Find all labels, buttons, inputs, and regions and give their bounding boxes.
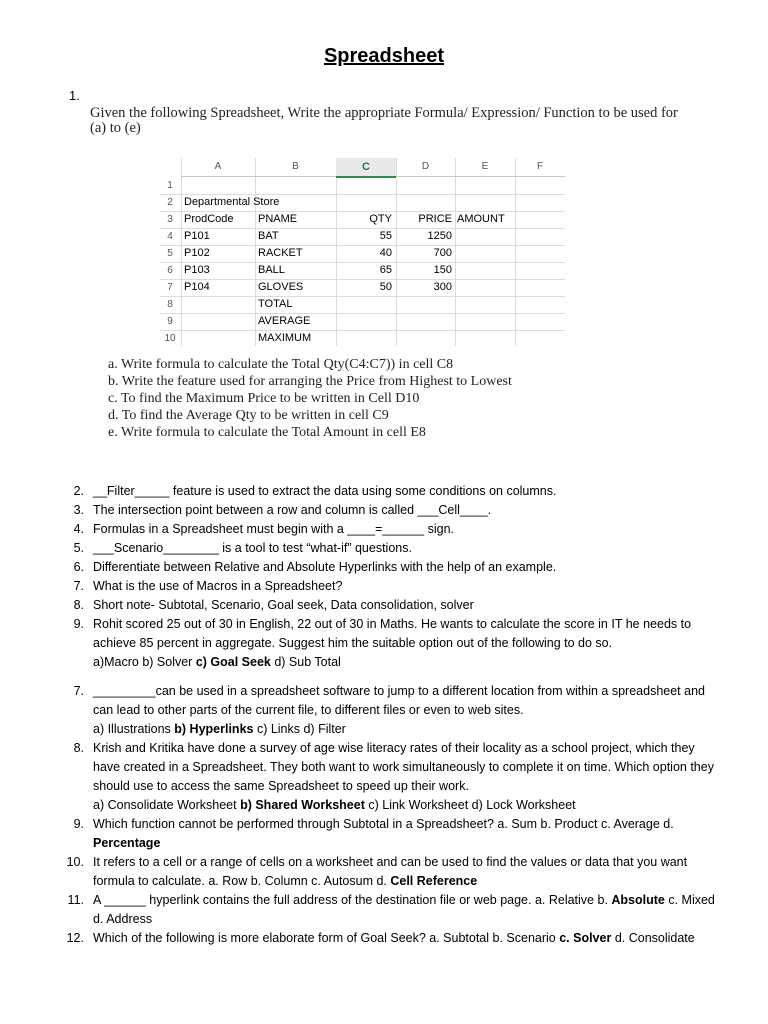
column-header-c: C xyxy=(336,158,396,178)
question-1-subquestions xyxy=(108,356,668,441)
row-number: 1 xyxy=(167,180,173,191)
cell-a: ProdCode xyxy=(184,213,234,225)
cell-c: 65 xyxy=(379,264,392,276)
list-item: 8. Krish and Kritika have done a survey of age wise literacy rates of their locality as a school project, which they have created in a Spreadsheet. They both want to work simultaneously to complete it on time. Which option they should use to access the same Spreadsheet to speed up their work. xyxy=(73,741,714,793)
subquestion-a: a. Write formula to calculate the Total Qty(C4:C7)) in cell C8 xyxy=(108,357,454,372)
cell-c: QTY xyxy=(369,213,392,225)
spreadsheet-row xyxy=(160,279,565,297)
list-item: 11. A ______ hyperlink contains the full address of the destination file or web page. a. Relative b. Absolute c. Mixed d. Address xyxy=(67,893,715,926)
row-number: 4 xyxy=(167,231,173,242)
list-item: 3. The intersection point between a row and column is called ___Cell____. xyxy=(73,503,492,517)
cell-b: PNAME xyxy=(258,213,298,225)
row-number: 9 xyxy=(167,316,173,327)
cell-b: GLOVES xyxy=(258,281,304,293)
cell-d: 300 xyxy=(433,281,452,293)
spreadsheet-row xyxy=(160,262,565,280)
spreadsheet-row xyxy=(160,245,565,263)
cell-c: 40 xyxy=(379,247,392,259)
row-number: 10 xyxy=(164,333,176,344)
cell-b: TOTAL xyxy=(258,298,293,310)
cell-a: P102 xyxy=(184,247,210,259)
list-item: 7. What is the use of Macros in a Spreadsheet? xyxy=(73,579,343,593)
cell-b: RACKET xyxy=(258,247,303,259)
cell-d: 150 xyxy=(433,264,452,276)
row-number: 7 xyxy=(167,282,173,293)
row-number: 6 xyxy=(167,265,173,276)
cell-b: BAT xyxy=(258,230,279,242)
cell-e: AMOUNT xyxy=(457,213,505,225)
cell-c: 55 xyxy=(379,230,392,242)
cell-a: P101 xyxy=(184,230,210,242)
question-list-2 xyxy=(60,682,720,948)
list-item-options: a) Illustrations b) Hyperlinks c) Links d) Filter xyxy=(93,722,346,736)
subquestion-c: c. To find the Maximum Price to be written in Cell D10 xyxy=(108,391,420,406)
row-number: 3 xyxy=(167,214,173,225)
cell-d: 700 xyxy=(433,247,452,259)
column-header-e: E xyxy=(455,158,515,177)
list-item: 8. Short note- Subtotal, Scenario, Goal seek, Data consolidation, solver xyxy=(73,598,474,612)
spreadsheet-row xyxy=(160,296,565,314)
cell-b: BALL xyxy=(258,264,285,276)
list-item: 5. ___Scenario________ is a tool to test “what-if” questions. xyxy=(73,541,412,555)
cell-a: P103 xyxy=(184,264,210,276)
subquestion-b: b. Write the feature used for arranging the Price from Highest to Lowest xyxy=(108,374,512,389)
column-header-b: B xyxy=(255,158,336,177)
spreadsheet-row xyxy=(160,177,565,195)
column-header-d: D xyxy=(396,158,455,177)
page-title: Spreadsheet xyxy=(323,45,445,67)
spreadsheet-row xyxy=(160,194,565,212)
list-item: 9. Which function cannot be performed through Subtotal in a Spreadsheet? a. Sum b. Product c. Average d. Percentage xyxy=(73,817,674,850)
cell-d: PRICE xyxy=(418,213,452,225)
cell-d: 1250 xyxy=(427,230,452,242)
list-item: 2. __Filter_____ feature is used to extract the data using some conditions on columns. xyxy=(73,484,557,498)
spreadsheet-row xyxy=(160,228,565,246)
spreadsheet-row xyxy=(160,330,565,346)
row-number: 5 xyxy=(167,248,173,259)
list-item: 12. Which of the following is more elaborate form of Goal Seek? a. Subtotal b. Scenario c. Solver d. Consolidate xyxy=(66,931,695,945)
list-item: 10. It refers to a cell or a range of cells on a worksheet and can be used to find the values or data that you want formula to calculate. a. Row b. Column c. Autosum d. Cell Reference xyxy=(66,855,688,888)
subquestion-d: d. To find the Average Qty to be written in cell C9 xyxy=(108,408,389,423)
list-item-options: a) Consolidate Worksheet b) Shared Worksheet c) Link Worksheet d) Lock Worksheet xyxy=(93,798,576,812)
spreadsheet-row xyxy=(160,313,565,331)
cell-b: AVERAGE xyxy=(258,315,311,327)
row-number: 8 xyxy=(167,299,173,310)
list-item: 6. Differentiate between Relative and Absolute Hyperlinks with the help of an example. xyxy=(73,560,557,574)
subquestion-e: e. Write formula to calculate the Total Amount in cell E8 xyxy=(108,425,426,440)
row-number: 2 xyxy=(167,197,173,208)
list-item: 7. _________can be used in a spreadsheet software to jump to a different location from within a spreadsheet and can lead to other parts of the current file, to different files or even to web sites. xyxy=(73,684,705,717)
list-item: 9. Rohit scored 25 out of 30 in English, 22 out of 30 in Maths. He wants to calculate the score in IT he needs to achieve 85 percent in aggregate. Suggest him the suitable option out of the following to do so. xyxy=(73,617,692,650)
list-item: 4. Formulas in a Spreadsheet must begin with a ____=______ sign. xyxy=(73,522,454,536)
cell-b: MAXIMUM xyxy=(258,332,312,344)
spreadsheet-image xyxy=(160,158,565,346)
question-1-number: 1. xyxy=(69,88,80,103)
cell-a: P104 xyxy=(184,281,210,293)
question-list-1 xyxy=(60,482,720,672)
cell-c: 50 xyxy=(379,281,392,293)
cell-a: Departmental Store xyxy=(184,196,280,208)
question-1-text: Given the following Spreadsheet, Write the appropriate Formula/ Expression/ Function to be used for (a) to (e) xyxy=(90,105,678,136)
spreadsheet-row xyxy=(160,211,565,229)
column-header-a: A xyxy=(181,158,255,177)
question-9-options: a)Macro b) Solver c) Goal Seek d) Sub Total xyxy=(93,655,341,669)
column-header-f: F xyxy=(515,158,565,177)
